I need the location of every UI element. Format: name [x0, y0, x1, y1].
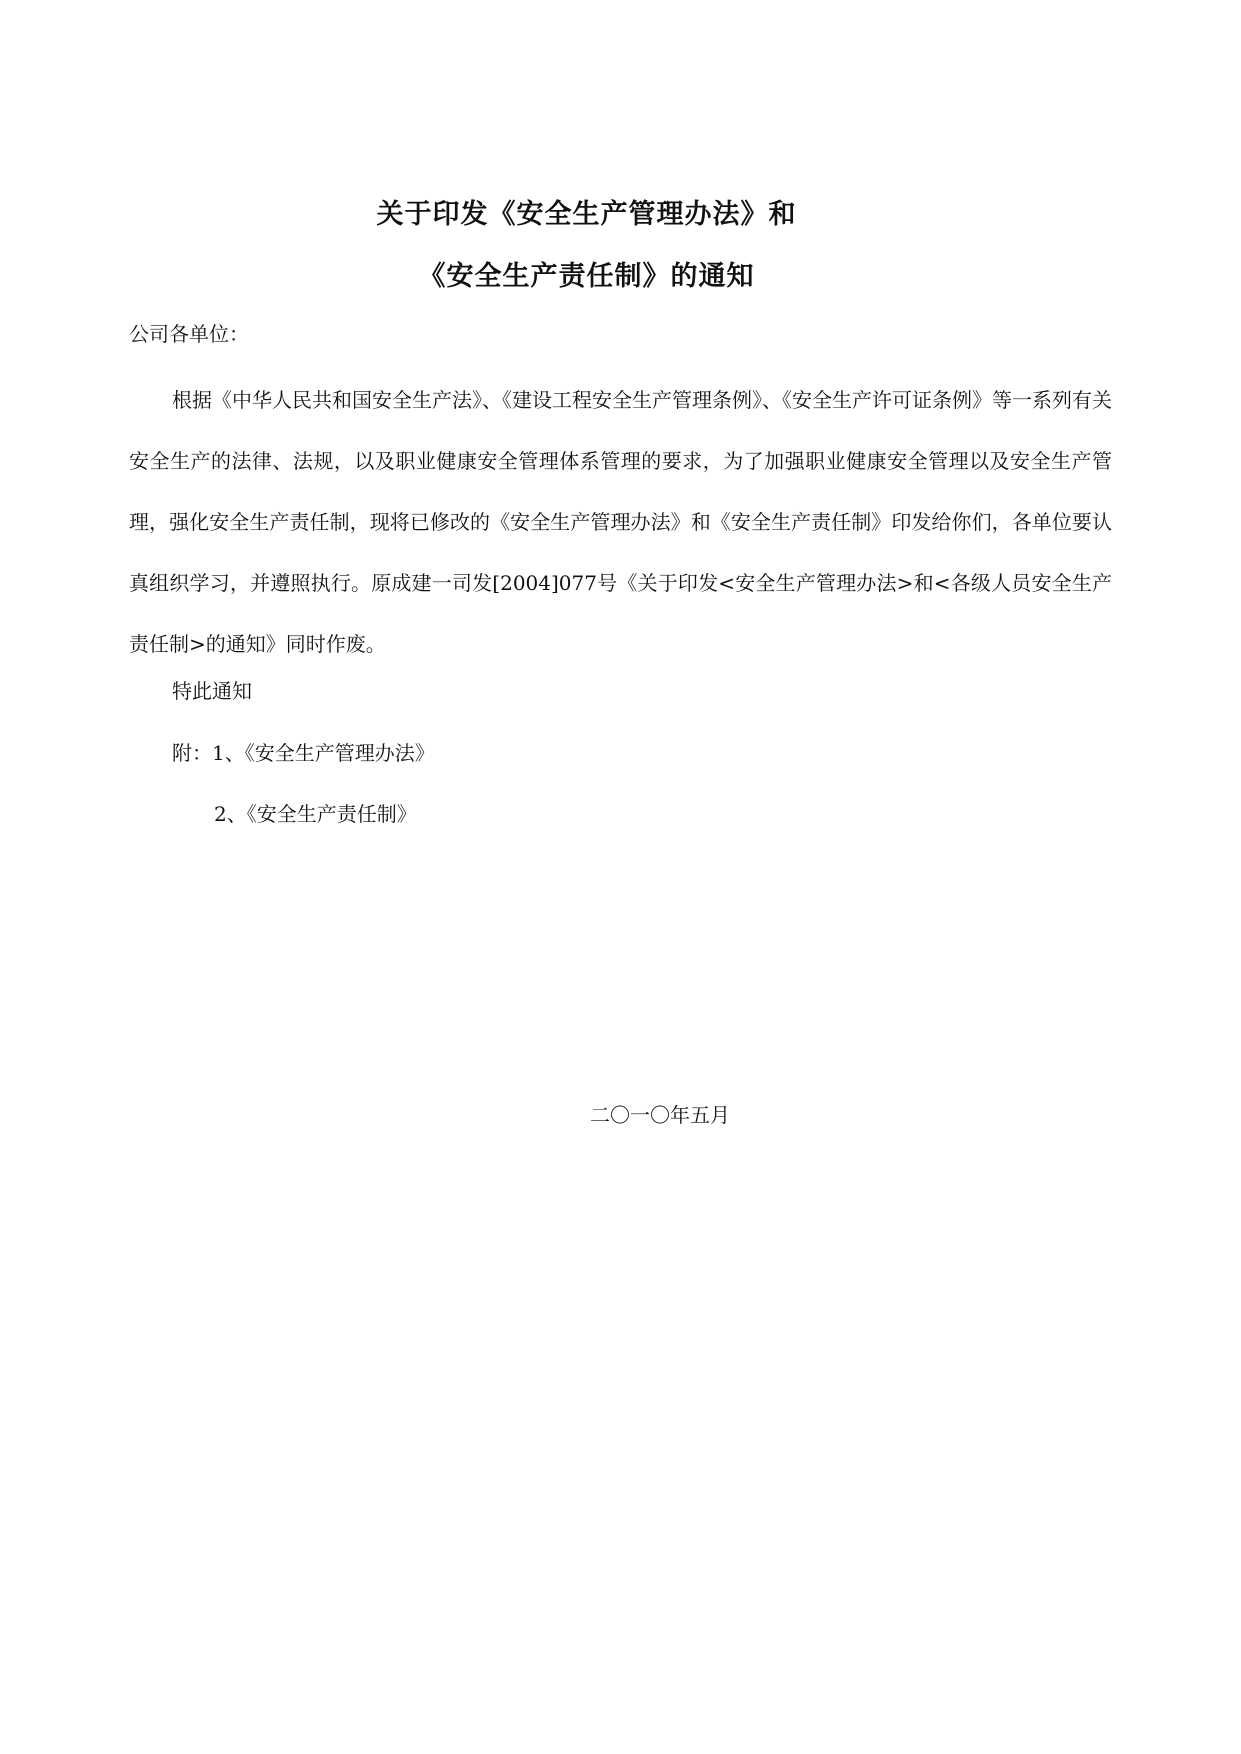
attachment-item-1: 附：1、《安全生产管理办法》 — [172, 741, 435, 765]
attachment-item-2: 2、《安全生产责任制》 — [214, 802, 417, 826]
document-title-line-1: 关于印发《安全生产管理办法》和 — [376, 199, 797, 230]
document-title-line-2: 《安全生产责任制》的通知 — [418, 261, 755, 292]
body-paragraph: 根据《中华人民共和国安全生产法》、《建设工程安全生产管理条例》、《安全生产许可证条例》等一系列有关安全生产的法律、法规，以及职业健康安全管理体系管理的要求，为了加强职业健康安全管理以及安全生产管理，强化安全生产责任制，现将已修改的《安全生产管理办法》和《安全生产责任制》印发给你们，各单位要认真组织学习，并遵照执行。原成建一司发[2004]077号《关于印发<安全生产管理办法>和<各级人员安全生产责任制>的通知》同时作废。 — [129, 388, 1112, 656]
salutation: 公司各单位： — [129, 322, 249, 346]
document-date: 二〇一〇年五月 — [590, 1103, 730, 1127]
closing-line: 特此通知 — [172, 679, 252, 703]
